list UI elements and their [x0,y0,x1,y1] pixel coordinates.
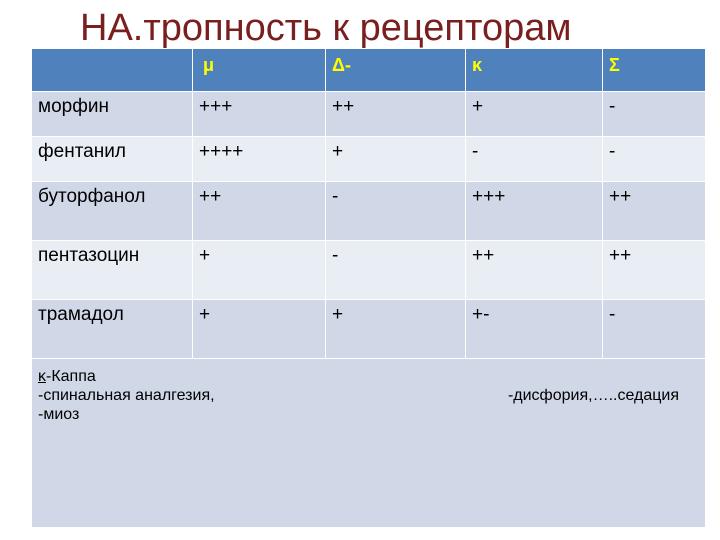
note-kappa-line [38,367,699,386]
sigma-value: - [603,92,706,137]
header-kappa: κ [466,49,603,92]
delta-value: + [326,300,466,359]
note-dysphoria: -дисфория,…..седация [507,387,679,404]
notes-row [32,359,706,528]
drug-name: буторфанол [32,182,193,241]
mu-value: + [193,300,326,359]
sigma-value: ++ [603,182,706,241]
table-row [32,137,706,182]
kappa-value: ++ [466,241,603,300]
header-sigma: Σ [603,49,706,92]
drug-name: морфин [32,92,193,137]
note-effects-line [38,386,699,405]
drug-name: трамадол [32,300,193,359]
mu-value: ++++ [193,137,326,182]
mu-value: ++ [193,182,326,241]
header-delta: Δ- [326,49,466,92]
kappa-value: +++ [466,182,603,241]
kappa-symbol: κ [38,368,46,385]
notes-cell [32,359,706,528]
receptor-table [31,48,706,528]
table-row [32,300,706,359]
delta-value: + [326,137,466,182]
table-row [32,241,706,300]
sigma-value: ++ [603,241,706,300]
mu-value: +++ [193,92,326,137]
kappa-label: -Каппа [46,368,96,385]
mu-value: + [193,241,326,300]
slide-title: НА.тропность к рецепторам [80,7,572,49]
header-empty [32,49,193,92]
note-miosis: -миоз [38,406,80,423]
drug-name: фентанил [32,137,193,182]
table-header-row [32,49,706,92]
kappa-value: +- [466,300,603,359]
header-mu: μ [193,49,326,92]
sigma-value: - [603,300,706,359]
delta-value: ++ [326,92,466,137]
table-row [32,92,706,137]
kappa-value: - [466,137,603,182]
delta-value: - [326,182,466,241]
delta-value: - [326,241,466,300]
kappa-value: + [466,92,603,137]
table-row [32,182,706,241]
note-analgesia: -спинальная аналгезия, [38,387,215,404]
sigma-value: - [603,137,706,182]
drug-name: пентазоцин [32,241,193,300]
